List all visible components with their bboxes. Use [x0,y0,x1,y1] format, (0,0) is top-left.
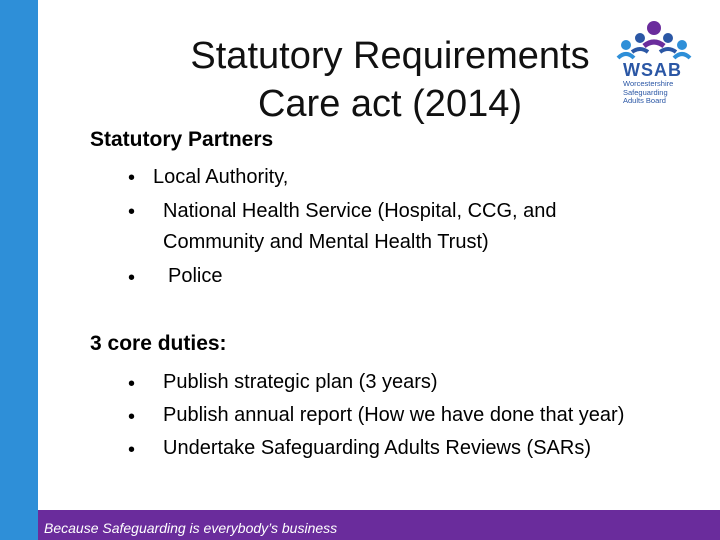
bullet: • [128,373,136,395]
bullet: • [128,201,136,223]
duty-item: Undertake Safeguarding Adults Reviews (SARs) [163,437,591,459]
side-accent-bar [0,0,38,540]
title-line-2: Care act (2014) [257,83,522,125]
partner-item: Police [168,265,223,287]
bullet: • [128,167,136,189]
partner-item: Local Authority, [153,166,289,188]
duty-item: Publish strategic plan (3 years) [163,371,438,393]
bullet: • [128,267,136,289]
logo-wordmark: WSAB [623,60,682,80]
title-line-1: Statutory Requirements [190,35,590,77]
slide-title [150,32,630,128]
partner-item-continued: Community and Mental Health Trust) [163,231,489,253]
bullet: • [128,406,136,428]
duties-heading: 3 core duties: [90,332,227,355]
footer-tagline: Because Safeguarding is everybody’s business [44,520,338,536]
partners-heading: Statutory Partners [90,128,274,151]
duty-item: Publish annual report (How we have done that year) [163,404,625,426]
logo-subtitle: Worcestershire Safeguarding Adults Board [623,79,674,105]
bullet: • [128,439,136,461]
partner-item: National Health Service (Hospital, CCG, and [163,200,557,222]
